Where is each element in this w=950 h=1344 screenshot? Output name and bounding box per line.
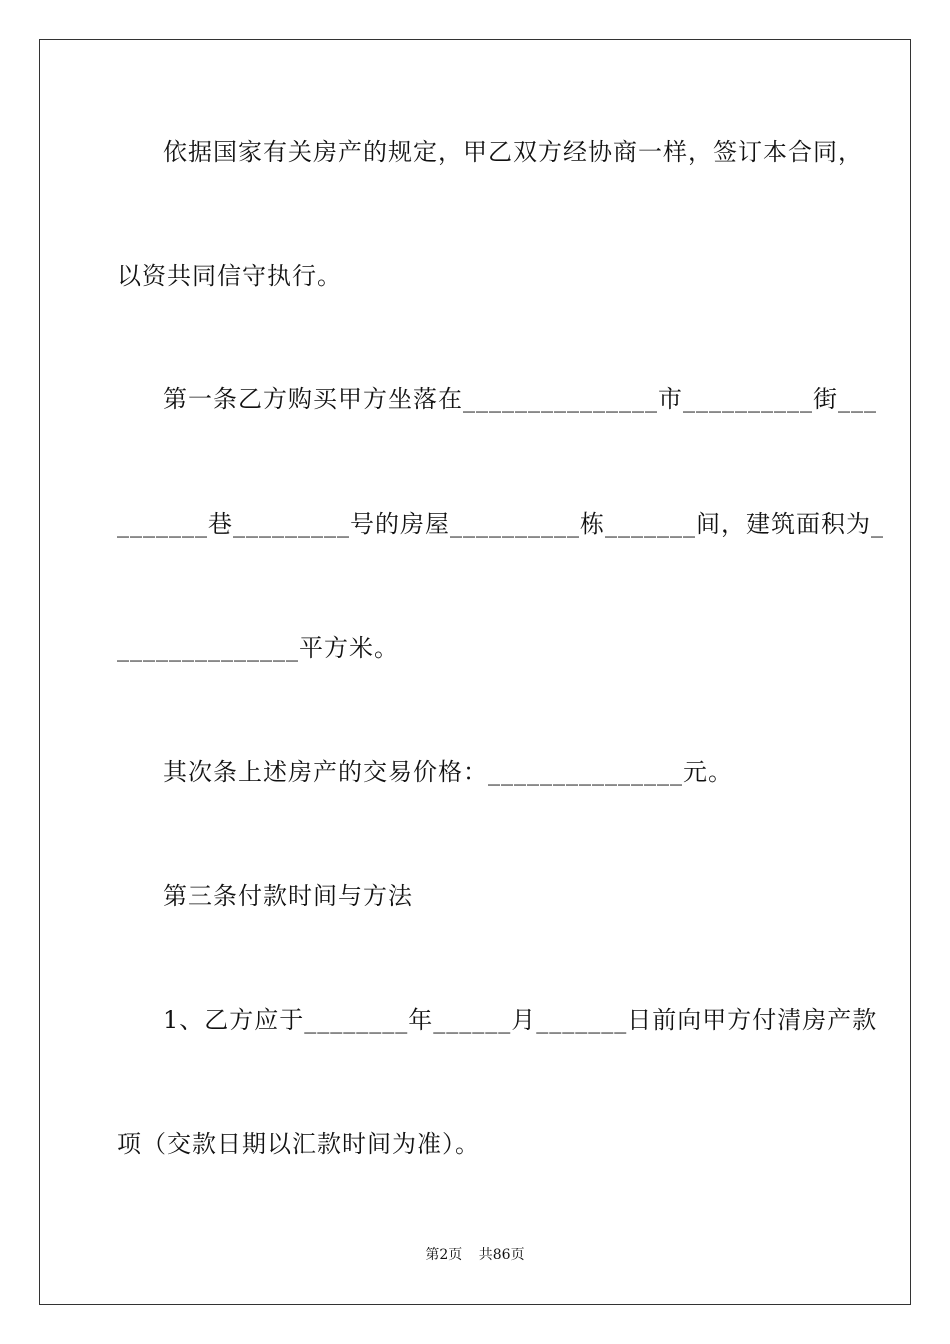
article-1-line-3: ______________平方米。 <box>117 634 399 662</box>
paragraph-intro-line-1: 依据国家有关房产的规定，甲乙双方经协商一样，签订本合同， <box>163 138 863 166</box>
page-border <box>39 39 911 1305</box>
article-1-line-1: 第一条乙方购买甲方坐落在_______________市__________街___ <box>163 385 877 413</box>
article-3-item-1-line-2: 项（交款日期以汇款时间为准）。 <box>117 1130 480 1158</box>
article-3-item-1-line-1: 1、乙方应于________年______月_______日前向甲方付清房产款 <box>163 1006 878 1034</box>
page-total: 共86页 <box>478 1247 525 1263</box>
article-3-heading: 第三条付款时间与方法 <box>163 882 413 910</box>
paragraph-intro-line-2: 以资共同信守执行。 <box>117 262 342 290</box>
article-1-line-2: _______巷_________号的房屋__________栋_______间，建筑面积为_ <box>117 510 884 538</box>
article-2-line: 其次条上述房产的交易价格：_______________元。 <box>163 758 733 786</box>
page-number: 第2页 <box>425 1247 463 1263</box>
page-footer <box>0 1245 950 1265</box>
